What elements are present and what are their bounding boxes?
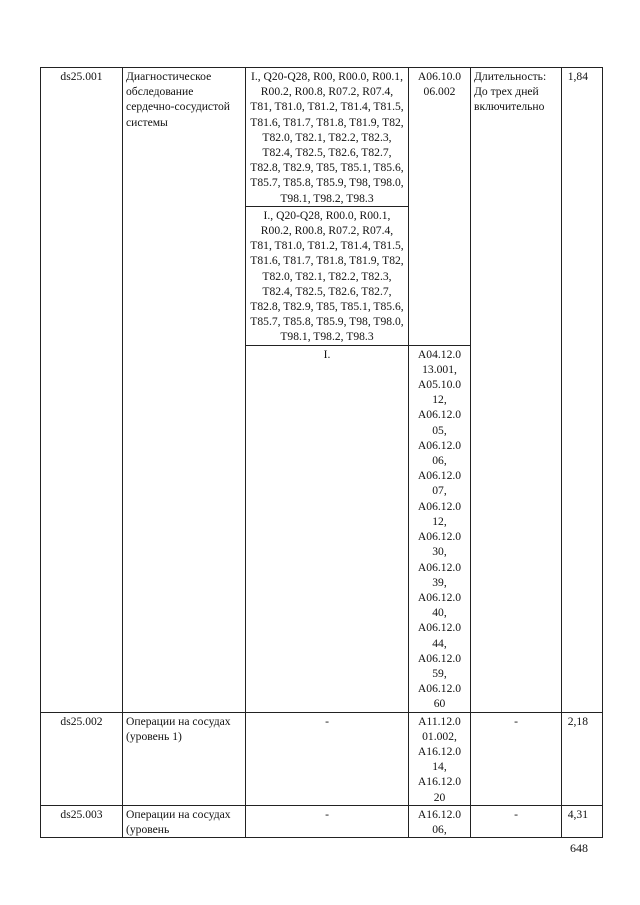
row-condition: Длительность: До трех дней включительно bbox=[471, 68, 562, 713]
table-row bbox=[41, 68, 603, 207]
row-services: A04.12.0 13.001, A05.10.0 12, A06.12.0 05, A06.12.0 06, A06.12.0 07, A06.12.0 12, A06.12.0 30, A06.12.0 39, A06.12.0 40, A06.12.0 44, A06.12.0 59, A06.12.0 60 bbox=[409, 345, 471, 712]
row-diagnoses: I. bbox=[246, 345, 409, 712]
row-coefficient: 2,18 bbox=[562, 712, 603, 805]
row-code: ds25.003 bbox=[41, 805, 123, 837]
table-row bbox=[41, 712, 603, 805]
row-coefficient: 4,31 bbox=[562, 805, 603, 837]
row-coefficient: 1,84 bbox=[562, 68, 603, 713]
row-services: A16.12.0 06, bbox=[409, 805, 471, 837]
page-number: 648 bbox=[570, 841, 588, 855]
row-name: Операции на сосудах (уровень bbox=[123, 805, 246, 837]
table-row bbox=[41, 805, 603, 837]
row-diagnoses: - bbox=[246, 805, 409, 837]
row-diagnoses: I., Q20-Q28, R00.0, R00.1, R00.2, R00.8, R07.2, R07.4, T81, T81.0, T81.2, T81.4, T81.5, T81.6, T81.7, T81.8, T81.9, T82, T82.0, T82.1, T82.2, T82.3, T82.4, T82.5, T82.6, T82.7, T82.8, T82.9, T85, T85.1, T85.6, T85.7, T85.8, T85.9, T98, T98.0, T98.1, T98.2, T98.3 bbox=[246, 206, 409, 345]
tariff-table bbox=[40, 67, 603, 838]
row-condition: - bbox=[471, 712, 562, 805]
row-services: A06.10.0 06.002 bbox=[409, 68, 471, 346]
row-diagnoses: I., Q20-Q28, R00, R00.0, R00.1, R00.2, R00.8, R07.2, R07.4, T81, T81.0, T81.2, T81.4, T81.5, T81.6, T81.7, T81.8, T81.9, T82, T82.0, T82.1, T82.2, T82.3, T82.4, T82.5, T82.6, T82.7, T82.8, T82.9, T85, T85.1, T85.6, T85.7, T85.8, T85.9, T98, T98.0, T98.1, T98.2, T98.3 bbox=[246, 68, 409, 207]
row-code: ds25.001 bbox=[41, 68, 123, 713]
row-code: ds25.002 bbox=[41, 712, 123, 805]
row-name: Диагностическое обследование сердечно-сосудистой системы bbox=[123, 68, 246, 713]
row-name: Операции на сосудах (уровень 1) bbox=[123, 712, 246, 805]
row-diagnoses: - bbox=[246, 712, 409, 805]
row-condition: - bbox=[471, 805, 562, 837]
row-services: A11.12.0 01.002, A16.12.0 14, A16.12.0 20 bbox=[409, 712, 471, 805]
